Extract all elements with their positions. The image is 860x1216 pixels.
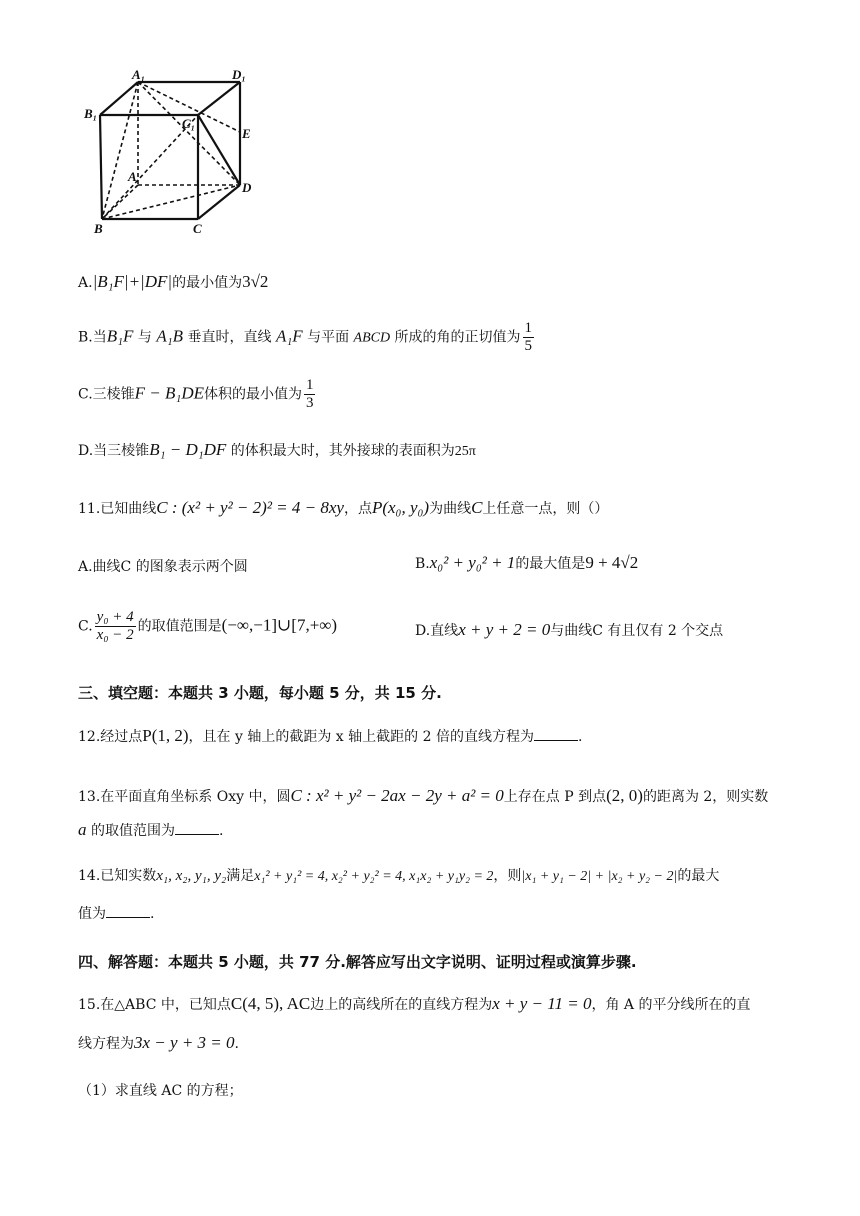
fraction-one-fifth: $\frac{1}{5}$ bbox=[524, 320, 533, 354]
section-3-heading: 三、填空题：本题共 3 小题，每小题 5 分，共 15 分. bbox=[78, 684, 442, 702]
q15-line-2: 线方程为3x − y + 3 = 0. bbox=[78, 1033, 239, 1052]
label-e: E bbox=[242, 126, 251, 141]
cube-figure bbox=[82, 68, 262, 236]
section-4-heading: 四、解答题：本题共 5 小题，共 77 分.解答应写出文字说明、证明过程或演算步骤. bbox=[78, 953, 637, 971]
q11-option-c: C. $\frac{\text{y₀ + 4}}{\text{x₀ − 2}}$ 的取值范围是(−∞,−1]∪[7,+∞) bbox=[78, 609, 338, 643]
q10-option-a: A.|B₁F|+|DF|的最小值为3√2 bbox=[78, 272, 269, 291]
q14-line-2: 值为 . bbox=[78, 906, 155, 922]
q11-option-d: D.直线x + y + 2 = 0与曲线C 有且仅有 2 个交点 bbox=[415, 620, 724, 639]
q11-option-a: A.曲线C 的图象表示两个圆 bbox=[78, 559, 248, 575]
label-a: A bbox=[128, 169, 137, 184]
q12: 12.经过点P(1, 2)，且在 y 轴上的截距为 x 轴上截距的 2 倍的直线方程为 . bbox=[78, 726, 583, 745]
q15-subquestion-1: （1）求直线 AC 的方程； bbox=[78, 1083, 243, 1099]
label-d1: D₁ bbox=[232, 68, 246, 82]
q11-option-b: B.x₀² + y₀² + 1的最大值是9 + 4√2 bbox=[415, 553, 639, 572]
q10-option-c: C.三棱锥F − B₁DE体积的最小值为 $\frac{1}{3}$ bbox=[78, 377, 314, 411]
label-b1: B₁ bbox=[84, 106, 98, 121]
label-c: C bbox=[193, 221, 202, 236]
fraction-y0-x0: $\frac{\text{y₀ + 4}}{\text{x₀ − 2}}$ bbox=[96, 609, 134, 643]
q10-option-b: B.当B₁F 与 A₁B 垂直时，直线 A₁F 与平面 ABCD 所成的角的正切值为 $\frac{1}{5}$ bbox=[78, 320, 533, 354]
q10-option-d: D.当三棱锥B₁ − D₁DF 的体积最大时，其外接球的表面积为25π bbox=[78, 440, 476, 459]
answer-blank bbox=[106, 905, 150, 918]
q13-line-2: a 的取值范围为 . bbox=[78, 820, 224, 839]
label-b: B bbox=[94, 221, 103, 236]
answer-blank bbox=[534, 728, 578, 741]
label-a1: A₁ bbox=[132, 68, 146, 82]
q13-line-1: 13.在平面直角坐标系 Oxy 中，圆C : x² + y² − 2ax − 2y + a² = 0上存在点 P 到点(2, 0)的距离为 2，则实数 bbox=[78, 786, 769, 805]
q14-line-1: 14.已知实数x₁, x₂, y₁, y₂满足x₁² + y₁² = 4, x₂² + y₂² = 4, x₁x₂ + y₁y₂ = 2，则|x₁ + y₁ − 2| + |x₂ + y₂ − 2|的最大 bbox=[78, 868, 720, 884]
label-d: D bbox=[242, 180, 252, 195]
answer-blank bbox=[175, 822, 219, 835]
q15-line-1: 15.在△ABC 中，已知点C(4, 5), AC边上的高线所在的直线方程为x + y − 11 = 0，角 A 的平分线所在的直 bbox=[78, 994, 751, 1013]
label-c1: C₁ bbox=[182, 116, 196, 131]
fraction-one-third: $\frac{1}{3}$ bbox=[305, 377, 314, 411]
q11-stem: 11.已知曲线C : (x² + y² − 2)² = 4 − 8xy，点P(x₀, y₀)为曲线C上任意一点，则（） bbox=[78, 498, 609, 517]
